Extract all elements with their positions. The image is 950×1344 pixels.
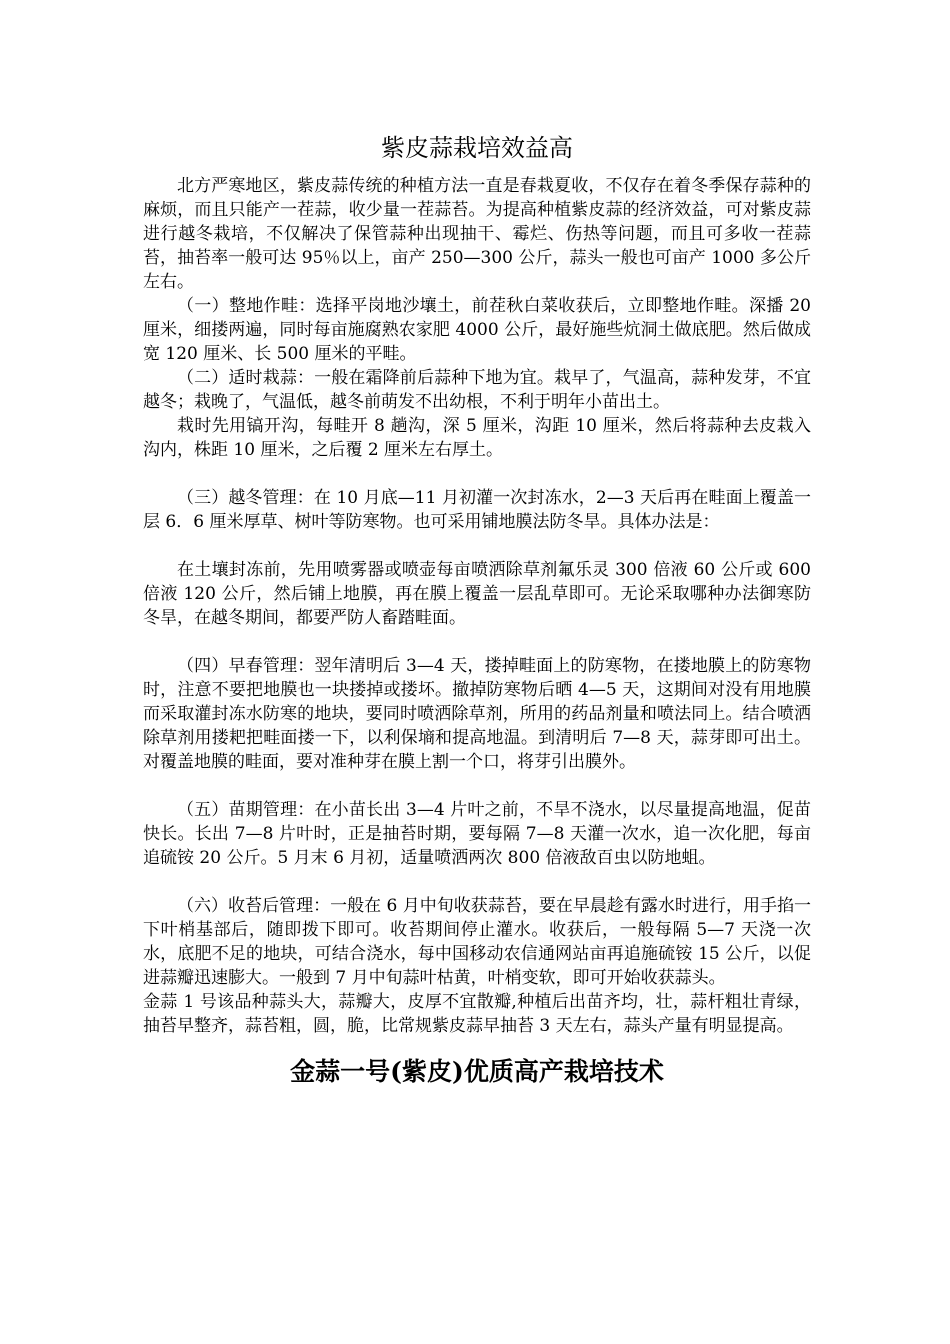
section-heading: 金蒜一号(紫皮)优质高产栽培技术 xyxy=(290,1057,664,1086)
paragraph-section-6: （六）收苔后管理：一般在 6 月中旬收获蒜苔，要在早晨趁有露水时进行，用手掐一下叶梢基部后，随即拨下即可。收苔期间停止灌水。收获后，一般每隔 5—7 天浇一次水，底肥不足的地块，可结合浇水，每中国移动农信通网站亩再追施硫铵 15 公斤，以促进蒜瓣迅速膨大。一般到 7 月中旬蒜叶枯黄，叶梢变软，即可开始收获蒜头。 xyxy=(143,896,811,988)
spacer xyxy=(143,774,811,798)
spacer xyxy=(143,630,811,654)
paragraph-section-2: （二）适时栽蒜：一般在霜降前后蒜种下地为宜。栽早了，气温高，蒜种发芽，不宜越冬；栽晚了，气温低，越冬前萌发不出幼根，不利于明年小苗出土。 xyxy=(143,368,811,412)
paragraph-section-4: （四）早春管理：翌年清明后 3—4 天，搂掉畦面上的防寒物，在搂地膜上的防寒物时，注意不要把地膜也一块搂掉或搂坏。撤掉防寒物后晒 4—5 天，这期间对没有用地膜而采取灌封冻水防寒的地块，要同时喷洒除草剂，所用的药品剂量和喷法同上。结合喷洒除草剂用搂耙把畦面搂一下，以利保墒和提高地温。到清明后 7—8 天，蒜芽即可出土。对覆盖地膜的畦面，要对准种芽在膜上割一个口，将芽引出膜外。 xyxy=(143,656,811,772)
paragraph-film-method: 在土壤封冻前，先用喷雾器或喷壶每亩喷洒除草剂氟乐灵 300 倍液 60 公斤或 600 倍液 120 公斤，然后铺上地膜，再在膜上覆盖一层乱草即可。无论采取哪种办法御寒防冬旱，在越冬期间，都要严防人畜踏畦面。 xyxy=(143,560,811,628)
paragraph-section-5: （五）苗期管理：在小苗长出 3—4 片叶之前，不旱不浇水，以尽量提高地温，促苗快长。长出 7—8 片叶时，正是抽苔时期，要每隔 7—8 天灌一次水，追一次化肥，每亩追硫铵 20 公斤。5 月末 6 月初，适量喷洒两次 800 倍液敌百虫以防地蛆。 xyxy=(143,800,811,868)
document-title: 紫皮蒜栽培效益高 xyxy=(381,134,573,162)
paragraph-variety-note: 金蒜 1 号该品种蒜头大，蒜瓣大，皮厚不宜散瓣,种植后出苗齐均，壮，蒜杆粗壮青绿，抽苔早整齐，蒜苔粗，圆，脆，比常规紫皮蒜早抽苔 3 天左右，蒜头产量有明显提高。 xyxy=(143,992,811,1036)
paragraph-planting-method: 栽时先用镐开沟，每畦开 8 趟沟，深 5 厘米，沟距 10 厘米，然后将蒜种去皮栽入沟内，株距 10 厘米，之后覆 2 厘米左右厚土。 xyxy=(143,416,811,460)
spacer xyxy=(143,462,811,486)
paragraph-intro: 北方严寒地区，紫皮蒜传统的种植方法一直是春栽夏收，不仅存在着冬季保存蒜种的麻烦，而且只能产一茬蒜，收少量一茬蒜苔。为提高种植紫皮蒜的经济效益，可对紫皮蒜进行越冬栽培，不仅解决了保管蒜种出现抽干、霉烂、伤热等问题，而且可多收一茬蒜苔，抽苔率一般可达 95％以上，亩产 250—300 公斤，蒜头一般也可亩产 1000 多公斤左右。 xyxy=(143,176,811,292)
document-page xyxy=(143,128,811,1092)
paragraph-section-1: （一）整地作畦：选择平岗地沙壤土，前茬秋白菜收获后，立即整地作畦。深播 20 厘米，细搂两遍，同时每亩施腐熟农家肥 4000 公斤，最好施些炕洞土做底肥。然后做成宽 120 厘米、长 500 厘米的平畦。 xyxy=(143,296,811,364)
spacer xyxy=(143,870,811,894)
spacer xyxy=(143,534,811,558)
paragraph-section-3: （三）越冬管理：在 10 月底—11 月初灌一次封冻水，2—3 天后再在畦面上覆盖一层 6．6 厘米厚草、树叶等防寒物。也可采用铺地膜法防冬旱。具体办法是： xyxy=(143,488,811,532)
